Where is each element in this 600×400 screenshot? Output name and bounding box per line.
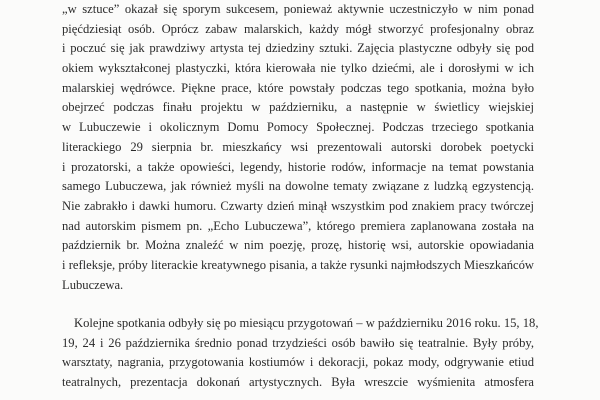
text-line: pięćdziesiąt osób. Oprócz zabaw malarskich, każdy mógł stworzyć profesjonalny obraz — [62, 21, 534, 36]
text-line: teatralnych, prezentacja dokonań artystycznych. Była wreszcie wyśmienita atmosfera — [62, 375, 534, 390]
text-line: literackiego 29 sierpnia br. mieszkańcy wsi prezentowali autorski dorobek poetycki — [62, 139, 534, 154]
text-line: październik br. Można znaleźć w nim poezję, prozę, historię wsi, autorskie opowiadania — [62, 238, 534, 253]
paragraph-theatre-meetings — [62, 314, 539, 393]
text-line: 19, 24 i 26 października średnio ponad trzydzieści osób bawiło się teatralnie. Były próby, — [62, 335, 534, 350]
text-line: malarskiej wędrówce. Piękne prace, które powstały podczas tego spotkania, można było — [62, 80, 534, 95]
text-line: „w sztuce” okazał się sporym sukcesem, ponieważ aktywnie uczestniczyło w nim ponad — [62, 2, 534, 16]
text-line: warsztaty, nagrania, przygotowania kostiumów i dekoracji, pokaz mody, odgrywanie etiud — [62, 355, 534, 370]
text-line: i poczuć się jak prawdziwy artysta tej dziedziny sztuki. Zajęcia plastyczne odbyły się pod — [62, 41, 534, 56]
text-line: samego Lubuczewa, jak również myśli na dowolne tematy związane z ludzką egzystencją. — [62, 179, 534, 194]
text-line: obejrzeć podczas finału projektu w październiku, a następnie w świetlicy wiejskiej — [62, 100, 534, 115]
text-line: i refleksje, próby literackie kreatywnego pisania, a także rysunki najmłodszych Mieszkańców — [62, 257, 534, 272]
text-line: w Lubuczewie i okolicznym Domu Pomocy Społecznej. Podczas trzeciego spotkania — [62, 120, 534, 135]
paragraph-art-and-literature-meetings — [62, 0, 534, 295]
text-line: Lubuczewa. — [62, 277, 124, 292]
text-line: nad autorskim pismem pn. „Echo Lubuczewa”, którego premiera zaplanowana została na — [62, 218, 534, 233]
text-line: okiem wykształconej plastyczki, która kierowała nie tylko dziećmi, ale i dorosłymi w ich — [62, 61, 534, 76]
text-line: i prozatorski, a także opowieści, legendy, historie rodów, informacje na temat powstania — [62, 159, 534, 174]
text-line: Kolejne spotkania odbyły się po miesiącu przygotowań – w październiku 2016 roku. 15, 18, — [74, 316, 539, 330]
text-line: Nie zabrakło i dawki humoru. Czwarty dzień minął wszystkim pod znakiem pracy twórczej — [62, 198, 534, 213]
